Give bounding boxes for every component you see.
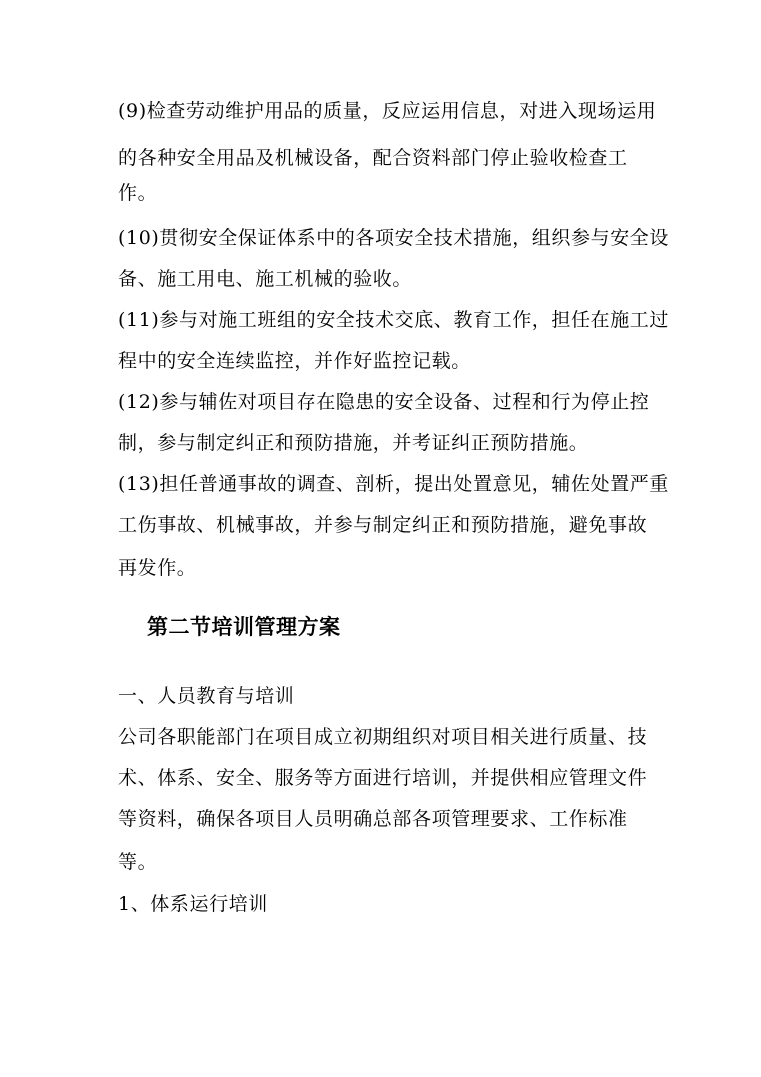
item-9-line-1: (9)检查劳动维护用品的质量，反应运用信息，对进入现场运用 [118,100,657,122]
sub-item-title: 1、体系运行培训 [118,893,268,915]
intro-line-1: 公司各职能部门在项目成立初期组织对项目相关进行质量、技 [118,726,648,748]
item-13-line-1: (13)担任普通事故的调查、剖析，提出处置意见，辅佐处置严重 [118,473,670,495]
item-11-line-1: (11)参与对施工班组的安全技术交底、教育工作，担任在施工过 [118,309,670,331]
item-10-line-2: 备、施工用电、施工机械的验收。 [118,268,413,290]
item-9-line-2: 的各种安全用品及机械设备，配合资料部门停止验收检查工 [118,147,628,169]
intro-line-4: 等。 [118,851,158,873]
item-12-line-2: 制，参与制定纠正和预防措施，并考证纠正预防措施。 [118,432,589,454]
item-12-line-1: (12)参与辅佐对项目存在隐患的安全设备、过程和行为停止控 [118,391,650,413]
item-9-line-3: 作。 [118,182,158,204]
subsection-title: 一、人员教育与培训 [118,685,295,707]
intro-line-3: 等资料，确保各项目人员明确总部各项管理要求、工作标准 [118,808,628,830]
item-10-line-1: (10)贯彻安全保证体系中的各项安全技术措施，组织参与安全设 [118,227,670,249]
item-13-line-3: 再发作。 [118,557,197,579]
intro-line-2: 术、体系、安全、服务等方面进行培训，并提供相应管理文件 [118,767,648,789]
section-title: 第二节培训管理方案 [147,614,341,639]
item-13-line-2: 工伤事故、机械事故，并参与制定纠正和预防措施，避免事故 [118,514,648,536]
item-11-line-2: 程中的安全连续监控，并作好监控记载。 [118,350,471,372]
